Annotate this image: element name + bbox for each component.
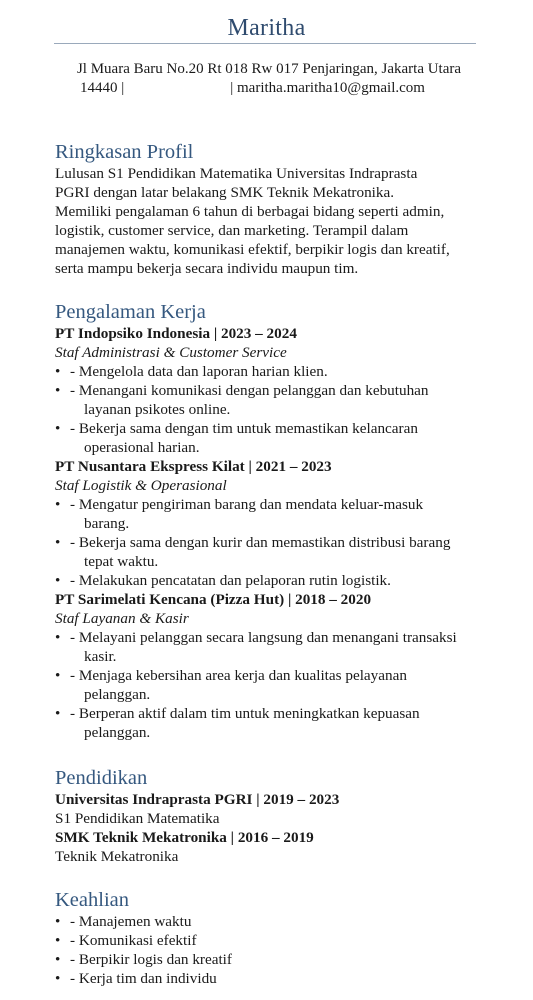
skill-text: - Manajemen waktu: [70, 913, 192, 930]
job-entry: [55, 324, 495, 457]
bullet-text-continued: pelanggan.: [84, 686, 151, 703]
skill-text: - Kerja tim dan individu: [70, 970, 217, 987]
bullet-text: - Melayani pelanggan secara langsung dan menangani transaksi: [70, 629, 457, 646]
profile-line: logistik, customer service, dan marketing. Terampil dalam: [55, 222, 409, 239]
contact-line-2: [54, 79, 484, 98]
bullet-dot: •: [55, 382, 61, 399]
skills-heading: Keahlian: [55, 889, 129, 911]
bullet-dot: •: [55, 496, 61, 513]
skill-item: [55, 950, 495, 969]
bullet-text: - Berperan aktif dalam tim untuk meningkatkan kepuasan: [70, 705, 420, 722]
job-company: PT Indopsiko Indonesia | 2023 – 2024: [55, 325, 297, 342]
experience-section: [55, 300, 495, 742]
bullet-dot: •: [55, 705, 61, 722]
experience-heading: Pengalaman Kerja: [55, 301, 206, 323]
bullet-dot: •: [55, 363, 61, 380]
skills-list: [55, 912, 495, 988]
profile-line: Lulusan S1 Pendidikan Matematika Universitas Indraprasta: [55, 165, 418, 182]
skill-item: [55, 969, 495, 988]
bullet-text-continued: layanan psikotes online.: [84, 401, 231, 418]
job-bullets: [55, 628, 495, 742]
bullet-dot: •: [55, 667, 61, 684]
education-major: S1 Pendidikan Matematika: [55, 810, 220, 827]
education-major: Teknik Mekatronika: [55, 848, 179, 865]
bullet-dot: •: [55, 951, 61, 968]
bullet-text-continued: barang.: [84, 515, 130, 532]
bullet-text-continued: operasional harian.: [84, 439, 200, 456]
header-divider: [54, 43, 476, 44]
job-bullet: [55, 419, 495, 457]
job-entry: [55, 457, 495, 590]
bullet-dot: •: [55, 572, 61, 589]
profile-line: Memiliki pengalaman 6 tahun di berbagai bidang seperti admin,: [55, 203, 445, 220]
job-bullets: [55, 362, 495, 457]
bullet-dot: •: [55, 970, 61, 987]
bullet-dot: •: [55, 913, 61, 930]
profile-line: PGRI dengan latar belakang SMK Teknik Mekatronika.: [55, 184, 395, 201]
job-entry: [55, 590, 495, 742]
job-bullet: [55, 381, 495, 419]
contact-email: | maritha.maritha10@gmail.com: [230, 80, 425, 96]
skills-section: [55, 888, 495, 988]
bullet-dot: •: [55, 629, 61, 646]
skill-text: - Berpikir logis dan kreatif: [70, 951, 232, 968]
skill-text: - Komunikasi efektif: [70, 932, 197, 949]
job-bullet: [55, 533, 495, 571]
bullet-text: - Bekerja sama dengan kurir dan memastikan distribusi barang: [70, 534, 451, 551]
resume-name: Maritha: [227, 15, 306, 41]
bullet-text: - Mengatur pengiriman barang dan mendata keluar-masuk: [70, 496, 424, 513]
profile-heading: Ringkasan Profil: [55, 141, 194, 163]
contact-postal: 14440 |: [80, 80, 125, 96]
skill-item: [55, 931, 495, 950]
contact-address: Jl Muara Baru No.20 Rt 018 Rw 017 Penjaringan, Jakarta Utara: [76, 61, 462, 77]
profile-text: [55, 164, 495, 278]
bullet-text: - Menjaga kebersihan area kerja dan kualitas pelayanan: [70, 667, 407, 684]
bullet-text-continued: kasir.: [84, 648, 117, 665]
job-company: PT Nusantara Ekspress Kilat | 2021 – 2023: [55, 458, 332, 475]
job-bullet: [55, 362, 495, 381]
job-bullet: [55, 495, 495, 533]
job-role: Staf Logistik & Operasional: [55, 477, 227, 494]
education-heading: Pendidikan: [55, 767, 148, 789]
job-bullets: [55, 495, 495, 590]
education-school: Universitas Indraprasta PGRI | 2019 – 2023: [55, 791, 340, 808]
job-company: PT Sarimelati Kencana (Pizza Hut) | 2018 – 2020: [55, 591, 372, 608]
experience-list: [55, 324, 495, 742]
job-bullet: [55, 704, 495, 742]
bullet-text: - Menangani komunikasi dengan pelanggan dan kebutuhan: [70, 382, 429, 399]
profile-line: serta mampu bekerja secara individu maupun tim.: [55, 260, 359, 277]
profile-line: manajemen waktu, komunikasi efektif, berpikir logis dan kreatif,: [55, 241, 450, 258]
bullet-dot: •: [55, 420, 61, 437]
job-bullet: [55, 628, 495, 666]
job-role: Staf Administrasi & Customer Service: [55, 344, 287, 361]
skill-item: [55, 912, 495, 931]
job-bullet: [55, 666, 495, 704]
bullet-text-continued: tepat waktu.: [84, 553, 159, 570]
education-school: SMK Teknik Mekatronika | 2016 – 2019: [55, 829, 314, 846]
contact-info: [54, 60, 484, 98]
bullet-text-continued: pelanggan.: [84, 724, 151, 741]
profile-section: [55, 140, 495, 278]
education-list: [55, 790, 495, 866]
education-section: [55, 766, 495, 866]
bullet-dot: •: [55, 534, 61, 551]
bullet-text: - Melakukan pencatatan dan pelaporan rutin logistik.: [70, 572, 391, 589]
job-bullet: [55, 571, 495, 590]
bullet-dot: •: [55, 932, 61, 949]
bullet-text: - Bekerja sama dengan tim untuk memastikan kelancaran: [70, 420, 418, 437]
bullet-text: - Mengelola data dan laporan harian klien.: [70, 363, 328, 380]
job-role: Staf Layanan & Kasir: [55, 610, 189, 627]
